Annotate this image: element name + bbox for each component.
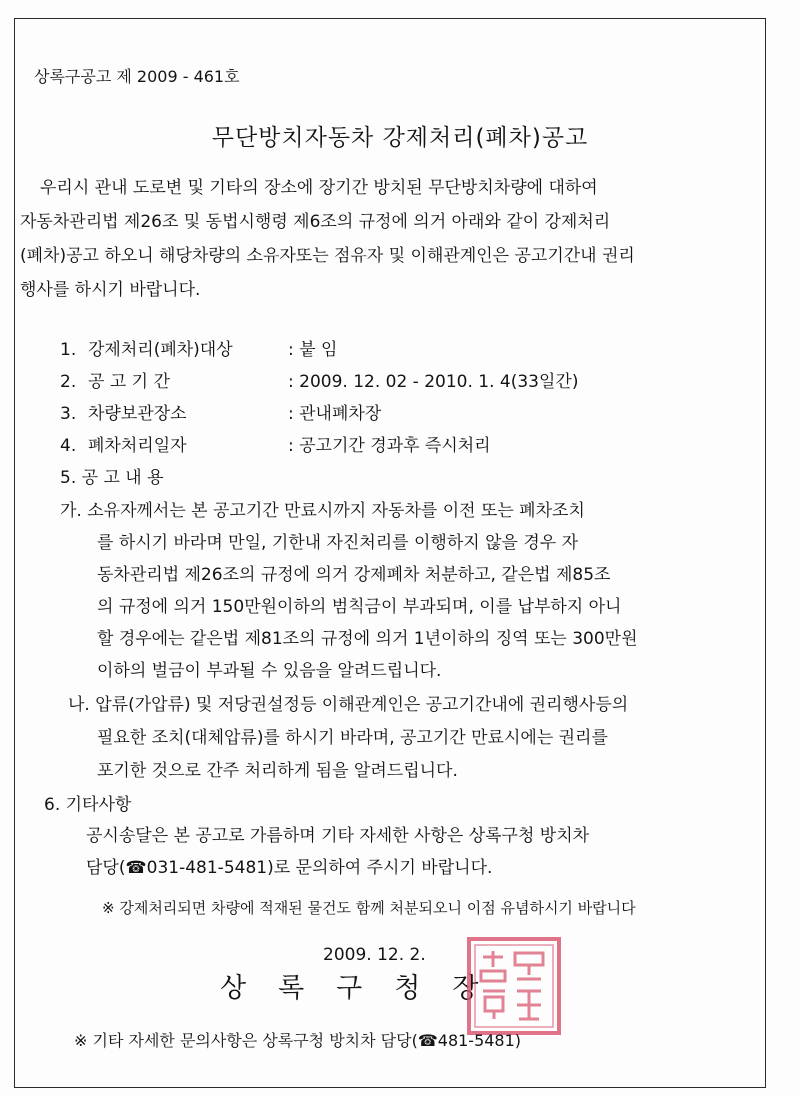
item-number: 3. xyxy=(60,404,77,424)
footer-note: ※ 기타 자세한 문의사항은 상록구청 방치차 담당(☎481-5481) xyxy=(74,1031,522,1050)
item6-line: 담당(☎031-481-5481)로 문의하여 주시기 바랍니다. xyxy=(86,858,493,878)
item-label: 폐차처리일자 xyxy=(88,436,187,456)
sub-ga-line: 를 하시기 바라며 만일, 기한내 자진처리를 이행하지 않을 경우 자 xyxy=(97,533,579,553)
item-value: : 관내폐차장 xyxy=(288,404,382,424)
intro-line: 우리시 관내 도로변 및 기타의 장소에 장기간 방치된 무단방치차량에 대하여 xyxy=(40,178,598,198)
item-value: : 붙 임 xyxy=(288,340,338,360)
signer-name: 상록구청장 xyxy=(220,973,511,1004)
item-label: 강제처리(폐차)대상 xyxy=(88,340,233,360)
item-value: : 2009. 12. 02 - 2010. 1. 4(33일간) xyxy=(288,372,579,392)
sub-na-line: 필요한 조치(대체압류)를 하시기 바라며, 공고기간 만료시에는 권리를 xyxy=(97,728,608,748)
doc-number: 상록구공고 제 2009 - 461호 xyxy=(34,67,240,86)
intro-line: 자동차관리법 제26조 및 동법시행령 제6조의 규정에 의거 아래와 같이 강제처리 xyxy=(20,212,611,232)
item-label: 공 고 기 간 xyxy=(88,372,170,392)
notice-title: 무단방치자동차 강제처리(폐차)공고 xyxy=(211,125,589,151)
item-number: 2. xyxy=(60,372,77,392)
list-item xyxy=(60,371,578,393)
sub-na-line: 포기한 것으로 간주 처리하게 됨을 알려드립니다. xyxy=(97,761,458,781)
item-value: : 공고기간 경과후 즉시처리 xyxy=(288,436,491,456)
official-seal-icon xyxy=(465,935,563,1037)
sub-ga-line: 의 규정에 의거 150만원이하의 범칙금이 부과되며, 이를 납부하지 아니 xyxy=(97,597,622,617)
item-number: 4. xyxy=(60,436,77,456)
item-label: 차량보관장소 xyxy=(88,404,187,424)
intro-line: (폐차)공고 하오니 해당차량의 소유자또는 점유자 및 이해관계인은 공고기간내 권리 xyxy=(20,246,635,266)
list-item xyxy=(60,403,381,425)
sub-na-line: 나. 압류(가압류) 및 저당권설정등 이해관계인은 공고기간내에 권리행사등의 xyxy=(68,695,629,715)
item6-line: 공시송달은 본 공고로 가름하며 기타 자세한 사항은 상록구청 방치차 xyxy=(86,826,590,846)
notice-date: 2009. 12. 2. xyxy=(323,945,426,965)
sub-ga-line: 가. 소유자께서는 본 공고기간 만료시까지 자동차를 이전 또는 폐차조치 xyxy=(60,501,585,521)
disposal-note: ※ 강제처리되면 차량에 적재된 물건도 함께 처분되오니 이점 유념하시기 바랍니다 xyxy=(102,899,636,917)
sub-ga-line: 동차관리법 제26조의 규정에 의거 강제폐차 처분하고, 같은법 제85조 xyxy=(97,565,611,585)
item-number: 1. xyxy=(60,340,77,360)
sub-ga-line: 할 경우에는 같은법 제81조의 규정에 의거 1년이하의 징역 또는 300만원 xyxy=(97,629,638,649)
list-item xyxy=(60,435,491,457)
list-item xyxy=(60,339,337,361)
item5-label: 5. 공 고 내 용 xyxy=(60,468,164,488)
item6-label: 6. 기타사항 xyxy=(44,795,132,815)
sub-ga-line: 이하의 벌금이 부과될 수 있음을 알려드립니다. xyxy=(97,661,442,681)
intro-line: 행사를 하시기 바랍니다. xyxy=(20,280,201,300)
